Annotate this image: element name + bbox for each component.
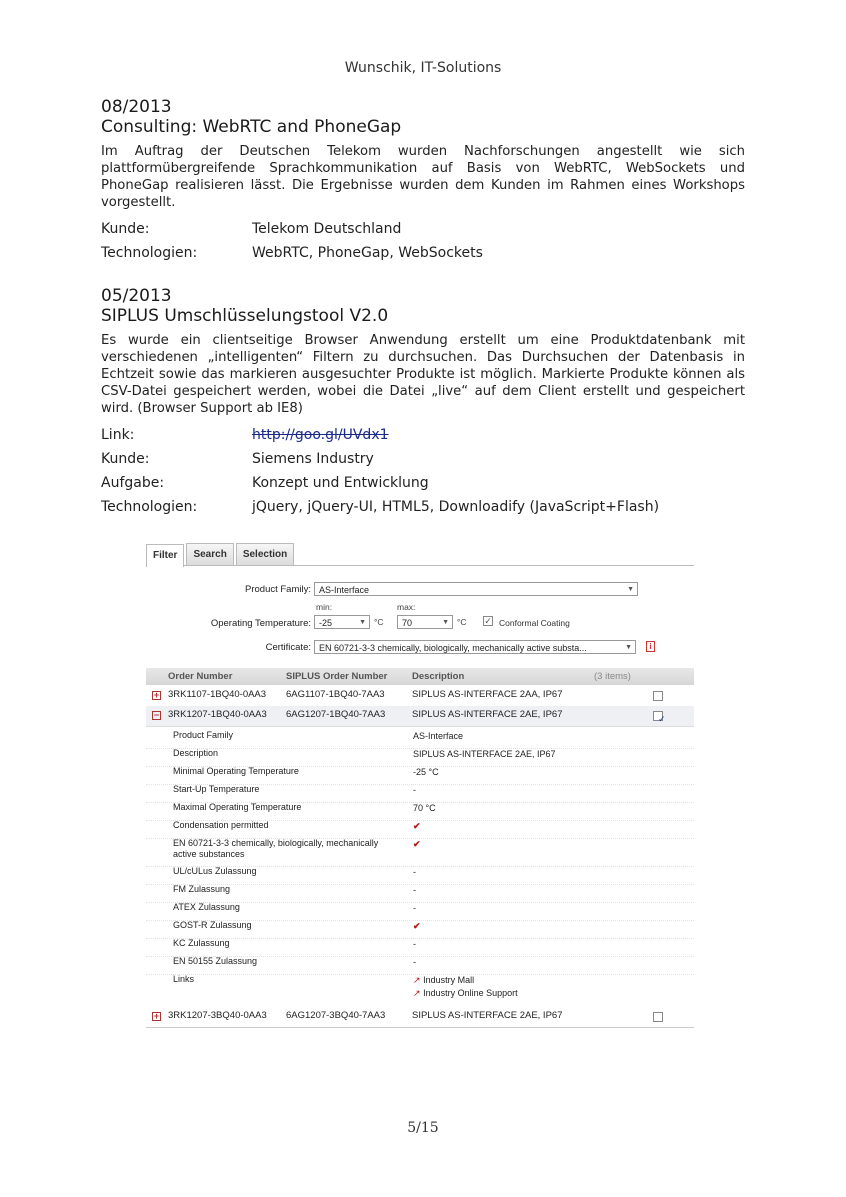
expand-icon[interactable]: + bbox=[153, 690, 160, 700]
chevron-down-icon: ▼ bbox=[625, 644, 632, 651]
detail-key: UL/cULus Zulassung bbox=[173, 866, 257, 876]
operating-temperature-label: Operating Temperature: bbox=[210, 618, 311, 629]
siplus-order-number: 6AG1107-1BQ40-7AA3 bbox=[286, 689, 385, 700]
detail-key: KC Zulassung bbox=[173, 938, 230, 948]
field-row bbox=[101, 471, 745, 495]
detail-row bbox=[146, 938, 694, 957]
detail-key: GOST-R Zulassung bbox=[173, 920, 252, 930]
section-webrtc bbox=[101, 97, 745, 265]
unit-label: °C bbox=[374, 617, 384, 627]
detail-value: - bbox=[413, 885, 416, 895]
row-checkbox[interactable] bbox=[653, 1012, 663, 1022]
app-screenshot bbox=[146, 543, 694, 1043]
expand-icon[interactable]: + bbox=[153, 1011, 160, 1021]
detail-key: Product Family bbox=[173, 730, 234, 740]
column-description[interactable]: Description bbox=[412, 671, 465, 682]
field-value: WebRTC, PhoneGap, WebSockets bbox=[252, 245, 483, 261]
field-row bbox=[101, 495, 745, 519]
detail-value: -25 °C bbox=[413, 767, 439, 777]
link-label: Industry Online Support bbox=[423, 988, 518, 998]
detail-row bbox=[146, 956, 694, 975]
min-label: min: bbox=[316, 602, 333, 612]
tab-search[interactable]: Search bbox=[186, 543, 233, 565]
check-icon: ✓ bbox=[658, 714, 666, 724]
collapse-icon[interactable]: − bbox=[153, 710, 160, 720]
detail-value: SIPLUS AS-INTERFACE 2AE, IP67 bbox=[413, 749, 556, 759]
chevron-down-icon: ▼ bbox=[442, 619, 449, 626]
row-checkbox[interactable] bbox=[653, 691, 663, 701]
detail-row bbox=[146, 748, 694, 767]
detail-key: Minimal Operating Temperature bbox=[173, 766, 299, 776]
section-title: Consulting: WebRTC and PhoneGap bbox=[101, 117, 402, 137]
min-temperature-value: -25 bbox=[319, 618, 333, 628]
column-order-number[interactable]: Order Number bbox=[168, 671, 233, 682]
detail-value: - bbox=[413, 903, 416, 913]
detail-row bbox=[146, 920, 694, 939]
conformal-coating-checkbox[interactable] bbox=[483, 616, 493, 626]
detail-value: - bbox=[413, 867, 416, 877]
section-date: 05/2013 bbox=[101, 286, 172, 306]
detail-value: - bbox=[413, 785, 416, 795]
field-value: jQuery, jQuery-UI, HTML5, Downloadify (JavaScript+Flash) bbox=[252, 499, 660, 515]
chevron-down-icon: ▼ bbox=[359, 619, 366, 626]
filter-panel bbox=[146, 566, 694, 674]
detail-row bbox=[146, 784, 694, 803]
detail-key: Condensation permitted bbox=[173, 820, 269, 830]
section-siplus bbox=[101, 286, 745, 519]
detail-row bbox=[146, 730, 694, 749]
external-link-icon: ↗ bbox=[413, 975, 421, 985]
section-title: SIPLUS Umschlüsselungstool V2.0 bbox=[101, 306, 389, 326]
check-icon: ✔ bbox=[413, 821, 421, 831]
field-key: Kunde: bbox=[101, 221, 150, 237]
column-siplus-order-number[interactable]: SIPLUS Order Number bbox=[286, 671, 388, 682]
min-temperature-select[interactable] bbox=[314, 615, 370, 629]
detail-value: - bbox=[413, 939, 416, 949]
description: SIPLUS AS-INTERFACE 2AA, IP67 bbox=[412, 689, 563, 700]
product-family-select[interactable] bbox=[314, 582, 638, 596]
certificate-select[interactable] bbox=[314, 640, 636, 654]
field-key: Technologien: bbox=[101, 245, 198, 261]
max-label: max: bbox=[397, 602, 416, 612]
page-number: 5/15 bbox=[407, 1120, 439, 1136]
detail-key: Links bbox=[173, 974, 195, 984]
check-icon: ✓ bbox=[484, 616, 492, 626]
field-row bbox=[101, 217, 745, 241]
industry-mall-link[interactable] bbox=[413, 974, 474, 986]
siplus-order-number: 6AG1207-1BQ40-7AA3 bbox=[286, 709, 386, 720]
section-paragraph: Es wurde ein clientseitige Browser Anwendung erstellt um eine Produktdatenbank mit verschiedenen „intelligenten“ Filtern zu durchsuchen. Das Durchsuchen der Datenbasis in Echtzeit sowie das markieren ausgesuchter Produkte ist möglich. Markierte Produkte können als CSV-Datei gespeichert werden, wobei die Datei „live“ auf dem Client erstellt und gespeichert wird. (Browser Support ab IE8) bbox=[101, 333, 745, 416]
siplus-order-number: 6AG1207-3BQ40-7AA3 bbox=[286, 1010, 386, 1021]
detail-row bbox=[146, 838, 694, 867]
detail-row bbox=[146, 884, 694, 903]
table-row[interactable] bbox=[146, 706, 694, 727]
page-header: Wunschik, IT-Solutions bbox=[344, 60, 502, 76]
link-label: Industry Mall bbox=[423, 975, 475, 985]
external-link-icon: ↗ bbox=[413, 988, 421, 998]
order-number: 3RK1207-1BQ40-0AA3 bbox=[168, 709, 267, 720]
results-table-header bbox=[146, 668, 694, 685]
detail-key: Description bbox=[173, 748, 219, 758]
detail-key: FM Zulassung bbox=[173, 884, 231, 894]
industry-online-support-link[interactable] bbox=[413, 987, 518, 999]
detail-row bbox=[146, 766, 694, 785]
check-icon: ✔ bbox=[413, 839, 421, 849]
table-row[interactable] bbox=[146, 686, 694, 707]
chevron-down-icon: ▼ bbox=[627, 586, 634, 593]
row-checkbox[interactable] bbox=[653, 711, 666, 724]
detail-row bbox=[146, 802, 694, 821]
certificate-value: EN 60721-3-3 chemically, biologically, mechanically active substa... bbox=[319, 643, 587, 653]
product-family-value: AS-Interface bbox=[319, 585, 370, 595]
max-temperature-value: 70 bbox=[402, 618, 413, 628]
section-date: 08/2013 bbox=[101, 97, 172, 117]
detail-value: 70 °C bbox=[413, 803, 436, 813]
detail-value: AS-Interface bbox=[413, 731, 464, 741]
detail-row bbox=[146, 866, 694, 885]
project-link[interactable]: http://goo.gl/UVdx1 bbox=[252, 427, 389, 443]
field-key: Aufgabe: bbox=[101, 475, 165, 491]
max-temperature-select[interactable] bbox=[397, 615, 453, 629]
field-value: Konzept und Entwicklung bbox=[252, 475, 429, 491]
table-row[interactable] bbox=[146, 1007, 694, 1028]
field-value: Siemens Industry bbox=[252, 451, 374, 467]
check-icon: ✔ bbox=[413, 921, 421, 931]
detail-value: - bbox=[413, 957, 416, 967]
certificate-label: Certificate: bbox=[265, 642, 311, 653]
detail-row bbox=[146, 820, 694, 839]
detail-key: Maximal Operating Temperature bbox=[173, 802, 302, 812]
tab-selection[interactable]: Selection bbox=[236, 543, 294, 565]
product-details bbox=[146, 727, 694, 1005]
unit-label: °C bbox=[457, 617, 467, 627]
description: SIPLUS AS-INTERFACE 2AE, IP67 bbox=[412, 709, 563, 720]
detail-key: EN 50155 Zulassung bbox=[173, 956, 258, 966]
order-number: 3RK1107-1BQ40-0AA3 bbox=[168, 689, 267, 700]
product-family-label: Product Family: bbox=[245, 584, 311, 595]
field-row bbox=[101, 447, 745, 471]
detail-key: ATEX Zulassung bbox=[173, 902, 240, 912]
info-icon[interactable]: i bbox=[646, 641, 655, 652]
field-row bbox=[101, 423, 745, 447]
detail-key: Start-Up Temperature bbox=[173, 784, 260, 794]
field-row bbox=[101, 241, 745, 265]
description: SIPLUS AS-INTERFACE 2AE, IP67 bbox=[412, 1010, 563, 1021]
detail-key: EN 60721-3-3 chemically, biologically, mechanically active substances bbox=[173, 838, 379, 859]
conformal-coating-label: Conformal Coating bbox=[499, 618, 570, 628]
section-paragraph: Im Auftrag der Deutschen Telekom wurden Nachforschungen angestellt wie sich plattformübergreifende Sprachkommunikation auf Basis von WebRTC, WebSockets und PhoneGap realisieren lässt. Die Ergebnisse wurden dem Kunden im Rahmen eines Workshops vorgestellt. bbox=[101, 144, 745, 210]
detail-row bbox=[146, 902, 694, 921]
field-key: Kunde: bbox=[101, 451, 150, 467]
tab-filter[interactable]: Filter bbox=[146, 544, 184, 567]
field-value: Telekom Deutschland bbox=[252, 221, 402, 237]
items-count: (3 items) bbox=[594, 671, 631, 682]
field-key: Technologien: bbox=[101, 499, 198, 515]
tab-bar bbox=[146, 543, 694, 566]
detail-row bbox=[146, 974, 694, 1004]
field-key: Link: bbox=[101, 427, 135, 443]
order-number: 3RK1207-3BQ40-0AA3 bbox=[168, 1010, 267, 1021]
